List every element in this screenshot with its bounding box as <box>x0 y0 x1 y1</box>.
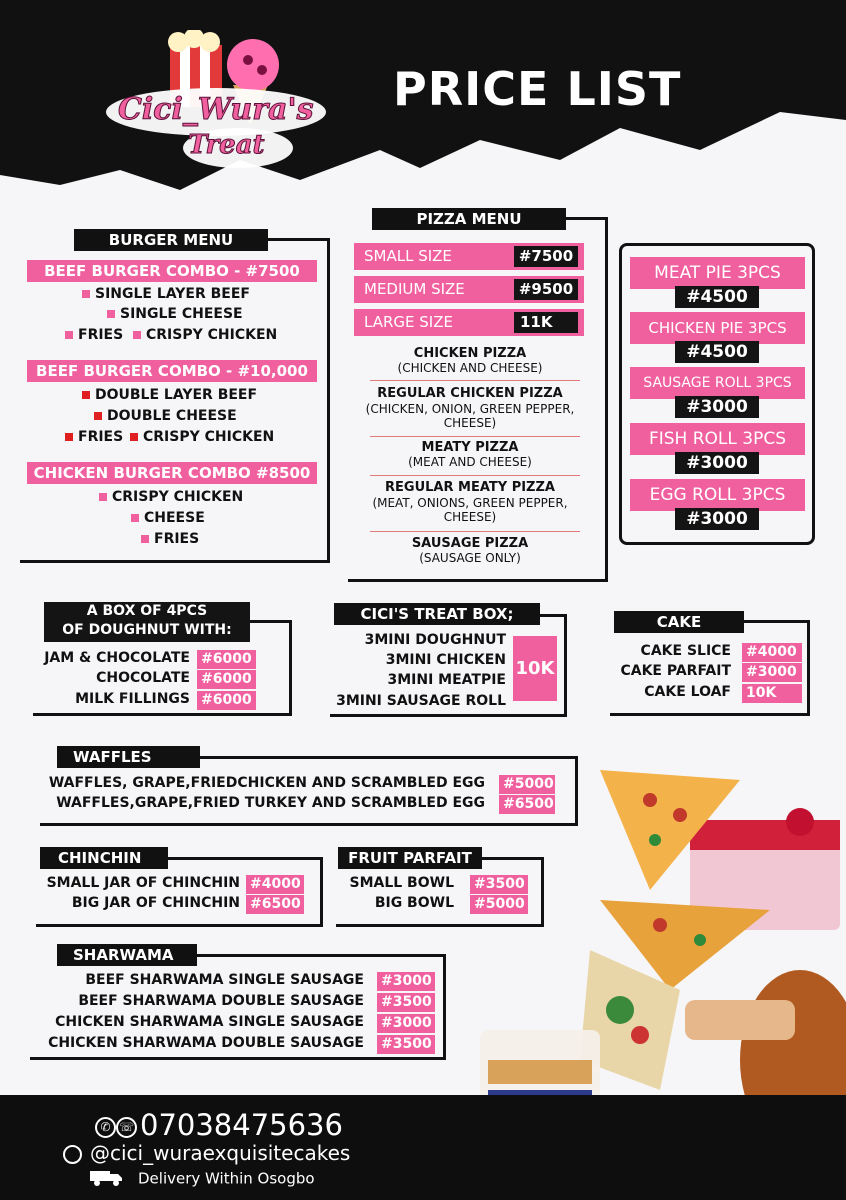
pizza-frame-top <box>566 217 608 220</box>
phone-number[interactable]: 07038475636 <box>140 1108 343 1142</box>
doughnut-item-price: #6000 <box>197 670 256 689</box>
pie-price: #3000 <box>675 452 759 474</box>
chinchin-item-name: SMALL JAR OF CHINCHIN <box>46 875 240 891</box>
pizza-size-row <box>354 243 584 270</box>
combo3-item: CHEESE <box>131 510 205 526</box>
delivery-text: Delivery Within Osogbo <box>138 1169 315 1188</box>
sharwama-item-price: #3000 <box>377 1014 435 1033</box>
logo-text-line2: Treat <box>188 130 265 160</box>
pie-name: MEAT PIE 3PCS <box>630 257 805 289</box>
delivery-truck-icon <box>88 1168 124 1190</box>
pie-price: #3000 <box>675 396 759 418</box>
pie-name: SAUSAGE ROLL 3PCS <box>630 367 805 399</box>
doughnut-item-name: JAM & CHOCOLATE <box>44 650 190 666</box>
pizza-type: SAUSAGE PIZZA (SAUSAGE ONLY) <box>411 536 529 565</box>
waffles-item-price: #5000 <box>499 775 555 794</box>
treatbox-item: 3MINI SAUSAGE ROLL <box>336 693 506 709</box>
chinchin-item-price: #4000 <box>246 875 304 894</box>
footer-phone-row <box>95 1108 343 1142</box>
waffles-label: WAFFLES <box>57 746 200 768</box>
pizza-size-price: #7500 <box>514 246 578 267</box>
burger-menu-label: BURGER MENU <box>74 229 268 251</box>
parfait-item-name: BIG BOWL <box>374 895 454 911</box>
waffles-item-price: #6500 <box>499 795 555 814</box>
combo1-item: SINGLE LAYER BEEF <box>82 286 250 302</box>
treatbox-item: 3MINI CHICKEN <box>385 652 506 668</box>
cake-item-price: #4000 <box>742 643 802 662</box>
doughnut-item-name: CHOCOLATE <box>96 670 190 686</box>
page-title: PRICE LIST <box>393 62 682 116</box>
sharwama-item-name: BEEF SHARWAMA SINGLE SAUSAGE <box>85 972 364 988</box>
doughnut-frame-top <box>250 620 292 623</box>
chinchin-item-name: BIG JAR OF CHINCHIN <box>71 895 240 911</box>
divider <box>370 436 580 437</box>
pizza-size-price: #9500 <box>514 279 578 300</box>
treatbox-item: 3MINI MEATPIE <box>387 672 506 688</box>
doughnut-item-name: MILK FILLINGS <box>75 691 190 707</box>
phone-icon: ☏ <box>116 1117 137 1138</box>
parfait-label: FRUIT PARFAIT <box>338 847 482 869</box>
doughnut-label: A BOX OF 4PCS OF DOUGHNUT WITH: <box>44 602 250 642</box>
combo2-item: DOUBLE CHEESE <box>94 408 237 424</box>
pizza-type: CHICKEN PIZZA (CHICKEN AND CHEESE) <box>397 346 543 375</box>
divider <box>370 475 580 476</box>
cake-label: CAKE <box>614 611 744 633</box>
cake-item-name: CAKE LOAF <box>644 684 731 700</box>
cake-frame-top <box>744 620 810 623</box>
pie-price: #3000 <box>675 508 759 530</box>
parfait-item-name: SMALL BOWL <box>349 875 454 891</box>
combo2-item: FRIES <box>65 429 123 445</box>
pie-name: CHICKEN PIE 3PCS <box>630 312 805 344</box>
chinchin-frame-top <box>168 857 323 860</box>
pie-name: EGG ROLL 3PCS <box>630 479 805 511</box>
combo1-heading: BEEF BURGER COMBO - #7500 <box>27 260 317 282</box>
sharwama-item-price: #3000 <box>377 972 435 991</box>
pizza-type: MEATY PIZZA (MEAT AND CHEESE) <box>408 440 532 469</box>
cake-item-name: CAKE SLICE <box>640 643 731 659</box>
treatbox-frame-top <box>540 614 567 617</box>
treatbox-label: CICI'S TREAT BOX; <box>334 603 540 625</box>
combo1-item: SINGLE CHEESE <box>107 306 243 322</box>
cake-item-price: #3000 <box>742 663 802 682</box>
doughnut-item-price: #6000 <box>197 650 256 669</box>
combo2-item: DOUBLE LAYER BEEF <box>82 387 257 403</box>
sharwama-item-name: CHICKEN SHARWAMA DOUBLE SAUSAGE <box>48 1035 364 1051</box>
pizza-size-price: 11K <box>514 312 578 333</box>
sharwama-label: SHARWAMA <box>57 944 197 966</box>
footer-delivery-row <box>88 1168 315 1190</box>
parfait-item-price: #5000 <box>470 895 528 914</box>
combo1-item: FRIES <box>65 327 123 343</box>
whatsapp-phone-icon: ✆ <box>95 1117 116 1138</box>
pie-price: #4500 <box>675 341 759 363</box>
divider <box>370 380 580 381</box>
sharwama-item-price: #3500 <box>377 1035 435 1054</box>
sharwama-item-name: CHICKEN SHARWAMA SINGLE SAUSAGE <box>55 1014 364 1030</box>
treatbox-item: 3MINI DOUGHNUT <box>364 632 506 648</box>
waffles-item-name: WAFFLES,GRAPE,FRIED TURKEY AND SCRAMBLED EGG <box>56 795 485 811</box>
combo2-heading: BEEF BURGER COMBO - #10,000 <box>27 360 317 382</box>
sharwama-item-price: #3500 <box>377 993 435 1012</box>
instagram-handle[interactable]: @cici_wuraexquisitecakes <box>90 1141 351 1165</box>
treatbox-price: 10K <box>513 636 557 701</box>
combo3-heading: CHICKEN BURGER COMBO #8500 <box>27 462 317 484</box>
pizza-size-name: LARGE SIZE <box>364 313 453 331</box>
cake-item-name: CAKE PARFAIT <box>620 663 731 679</box>
sharwama-frame-top <box>197 954 446 957</box>
pizza-type: REGULAR CHICKEN PIZZA (CHICKEN, ONION, GREEN PEPPER, CHEESE) <box>365 386 575 430</box>
pizza-type: REGULAR MEATY PIZZA (MEAT, ONIONS, GREEN PEPPER, CHEESE) <box>372 480 568 524</box>
pizza-size-row <box>354 276 584 303</box>
pie-price: #4500 <box>675 286 759 308</box>
chinchin-item-price: #6500 <box>246 895 304 914</box>
combo1-item: CRISPY CHICKEN <box>133 327 277 343</box>
logo-text-line1: Cici_Wura's <box>118 92 314 127</box>
pizza-size-row <box>354 309 584 336</box>
combo3-item: CRISPY CHICKEN <box>99 489 243 505</box>
footer-instagram-row <box>63 1141 350 1165</box>
instagram-icon <box>63 1145 82 1164</box>
waffles-frame-top <box>200 756 578 759</box>
cake-item-price: 10K <box>742 684 802 703</box>
doughnut-item-price: #6000 <box>197 691 256 710</box>
cake-layer-image <box>685 1000 795 1040</box>
pizza-size-name: SMALL SIZE <box>364 247 452 265</box>
combo2-item: CRISPY CHICKEN <box>130 429 274 445</box>
pizza-size-name: MEDIUM SIZE <box>364 280 465 298</box>
divider <box>370 531 580 532</box>
pizza-menu-label: PIZZA MENU <box>372 208 566 230</box>
sharwama-item-name: BEEF SHARWAMA DOUBLE SAUSAGE <box>78 993 364 1009</box>
combo3-item: FRIES <box>141 531 199 547</box>
parfait-item-price: #3500 <box>470 875 528 894</box>
pie-name: FISH ROLL 3PCS <box>630 423 805 455</box>
burger-frame-top <box>268 238 330 241</box>
chinchin-label: CHINCHIN <box>40 847 168 869</box>
waffles-item-name: WAFFLES, GRAPE,FRIEDCHICKEN AND SCRAMBLED EGG <box>48 775 485 791</box>
